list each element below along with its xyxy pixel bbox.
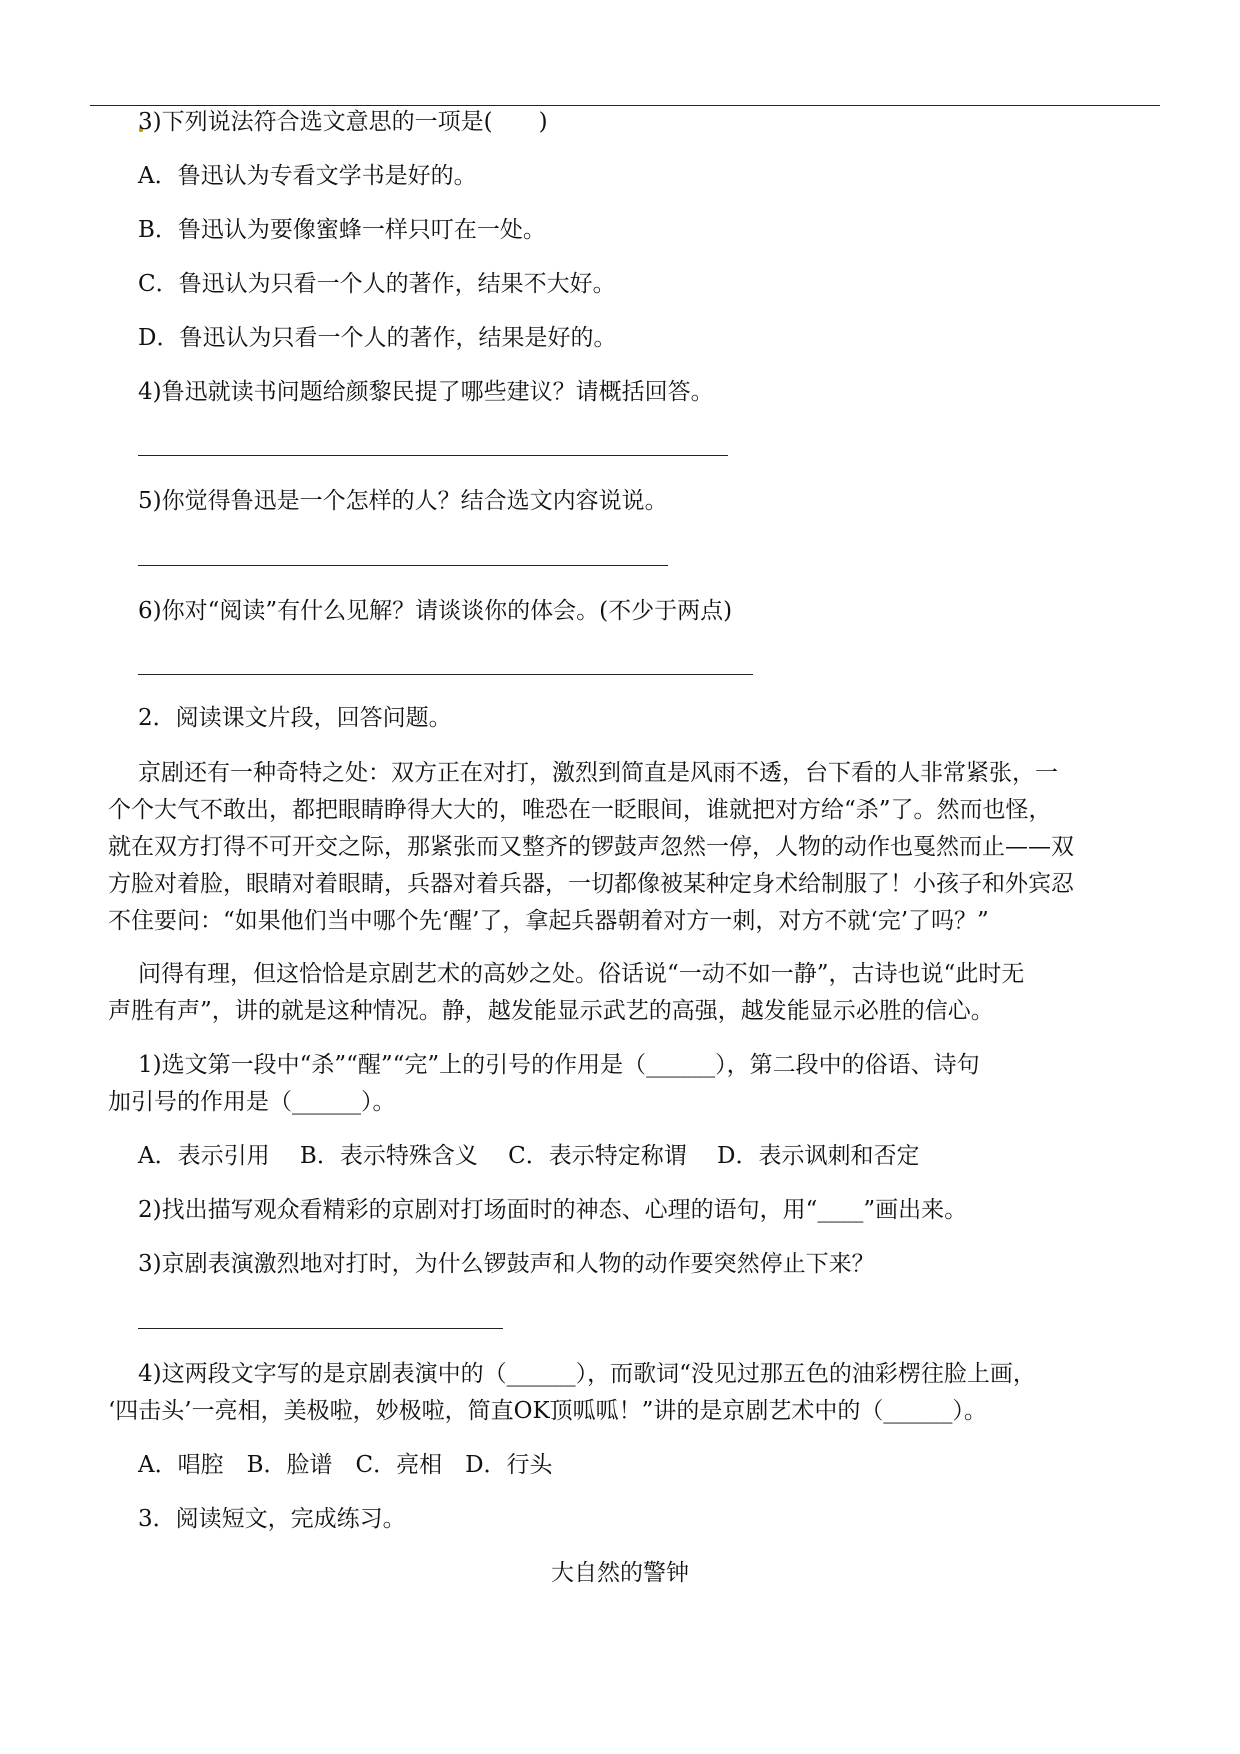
q2-para1-line-3: 就在双方打得不可开交之际，那紧张而又整齐的锣鼓声忽然一停，人物的动作也戛然而止——双 [108, 834, 1074, 860]
q1-sub3-stem: 3)下列说法符合选文意思的一项是( ) [138, 109, 548, 135]
q2-para1-line-1: 京剧还有一种奇特之处：双方正在对打，激烈到简直是风雨不透，台下看的人非常紧张，一 [138, 760, 1058, 786]
q2-sub4-options: A．唱腔 B．脸谱 C．亮相 D．行头 [138, 1452, 553, 1478]
q2-sub4-line-1: 4)这两段文字写的是京剧表演中的（______），而歌词“没见过那五色的油彩楞往脸上画， [138, 1361, 1036, 1387]
q1-sub6-answer-line[interactable] [138, 674, 753, 675]
q2-para1-line-2: 个个大气不敢出，都把眼睛睁得大大的，唯恐在一眨眼间，谁就把对方给“杀”了。然而也怪， [108, 797, 1052, 823]
q2-sub4-line-2: ‘四击头’一亮相，美极啦，妙极啦，简直OK顶呱呱！”讲的是京剧艺术中的（______）。 [108, 1398, 987, 1424]
q1-sub3-option-a: A．鲁迅认为专看文学书是好的。 [138, 163, 477, 189]
q1-sub3-option-b: B．鲁迅认为要像蜜蜂一样只叮在一处。 [138, 217, 546, 243]
q2-sub1-line-1: 1)选文第一段中“杀”“醒”“完”上的引号的作用是（______），第二段中的俗语、诗句 [138, 1052, 980, 1078]
q1-sub3-option-d: D．鲁迅认为只看一个人的著作，结果是好的。 [138, 325, 617, 351]
q1-sub4-question: 4)鲁迅就读书问题给颜黎民提了哪些建议？请概括回答。 [138, 379, 714, 405]
q1-sub6-question: 6)你对“阅读”有什么见解？请谈谈你的体会。(不少于两点) [138, 598, 733, 624]
q2-sub2-question: 2)找出描写观众看精彩的京剧对打场面时的神态、心理的语句，用“____”画出来。 [138, 1197, 968, 1223]
q2-heading: 2．阅读课文片段，回答问题。 [138, 705, 452, 731]
q2-sub3-question: 3)京剧表演激烈地对打时，为什么锣鼓声和人物的动作要突然停止下来？ [138, 1251, 875, 1277]
q2-para2-line-1: 问得有理，但这恰恰是京剧艺术的高妙之处。俗话说“一动不如一静”，古诗也说“此时无 [138, 961, 1025, 987]
q3-heading: 3．阅读短文，完成练习。 [138, 1506, 406, 1532]
q2-para1-line-5: 不住要问：“如果他们当中哪个先‘醒’了，拿起兵器朝着对方一刺，对方不就‘完’了吗？” [108, 908, 989, 934]
q2-sub1-line-2: 加引号的作用是（______）。 [108, 1089, 396, 1115]
q2-sub3-answer-line[interactable] [138, 1328, 503, 1329]
q2-sub1-options: A．表示引用 B．表示特殊含义 C．表示特定称谓 D．表示讽刺和否定 [138, 1143, 920, 1169]
q2-para2-line-2: 声胜有声”，讲的就是这种情况。静，越发能显示武艺的高强，越发能显示必胜的信心。 [108, 998, 994, 1024]
q1-sub5-question: 5)你觉得鲁迅是一个怎样的人？结合选文内容说说。 [138, 488, 668, 514]
q2-para1-line-4: 方脸对着脸，眼睛对着眼睛，兵器对着兵器，一切都像被某种定身术给制服了！小孩子和外宾忍 [108, 871, 1074, 897]
q3-article-title: 大自然的警钟 [551, 1560, 689, 1586]
q1-sub4-answer-line[interactable] [138, 455, 728, 456]
q1-sub5-answer-line[interactable] [138, 565, 668, 566]
q1-sub3-option-c: C．鲁迅认为只看一个人的著作，结果不大好。 [138, 271, 616, 297]
